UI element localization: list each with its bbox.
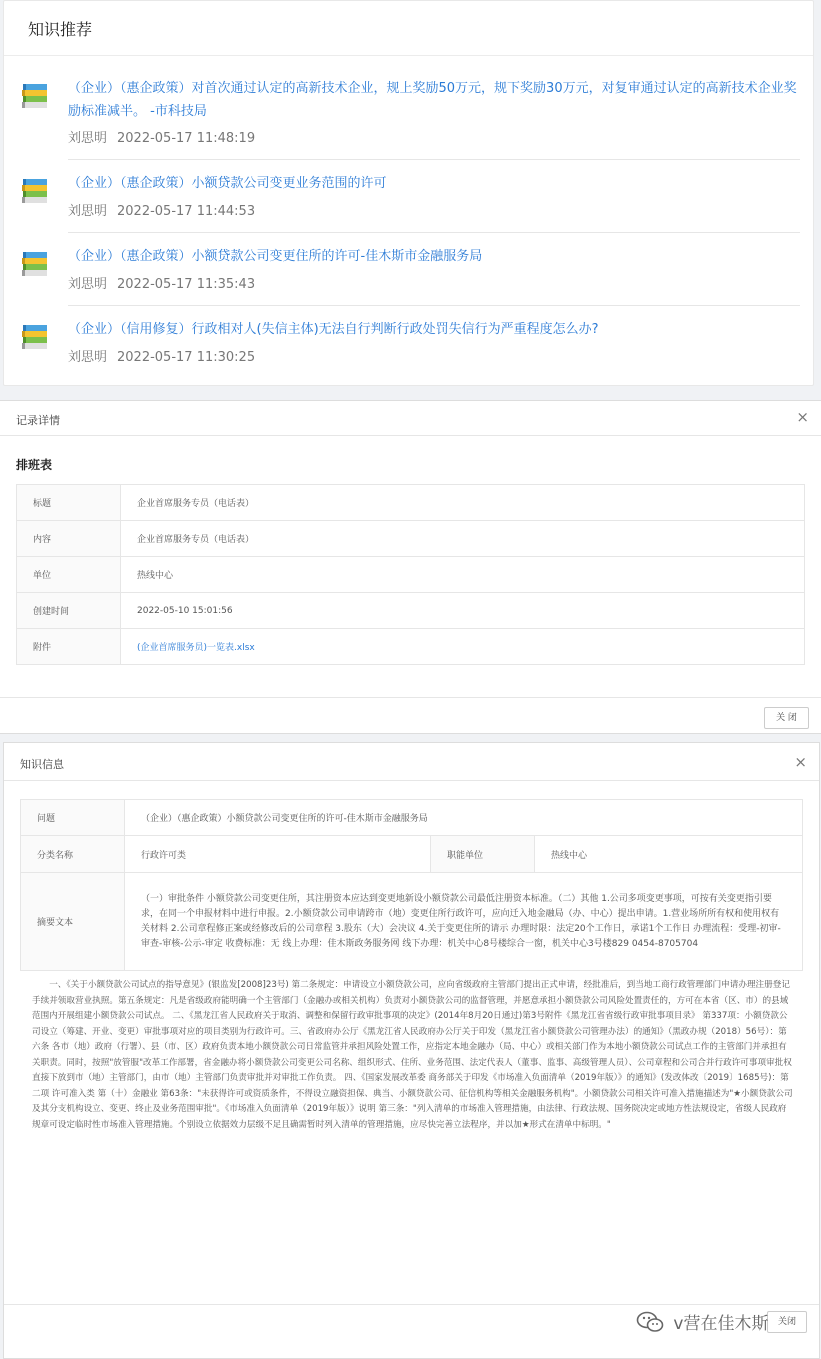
watermark-text: v营在佳木斯 — [673, 1314, 769, 1334]
knowledge-item-title-link[interactable]: （企业）（惠企政策）小额贷款公司变更住所的许可-佳木斯市金融服务局 — [68, 249, 483, 264]
divider — [68, 159, 800, 160]
author: 刘思明 — [68, 277, 108, 292]
books-icon — [20, 249, 50, 279]
record-detail-dialog — [0, 400, 821, 734]
table-row — [21, 836, 803, 873]
knowledge-recommend-title: 知识推荐 — [28, 20, 93, 39]
field-value: 热线中心 — [121, 557, 805, 593]
knowledge-recommend-panel — [3, 0, 814, 386]
books-icon — [20, 176, 50, 206]
knowledge-item-title-link[interactable]: （企业）（惠企政策）对首次通过认定的高新技术企业，规上奖励50万元，规下奖励30万元，对复审通过认定的高新技术企业奖励标准减半。 -市科技局 — [68, 81, 797, 119]
field-value: 企业首席服务专员（电话表） — [121, 521, 805, 557]
field-label: 创建时间 — [17, 593, 121, 629]
divider — [0, 435, 821, 436]
timestamp: 2022-05-17 11:35:43 — [117, 277, 256, 292]
question-label: 问题 — [21, 800, 125, 836]
field-value — [121, 629, 805, 665]
table-row — [21, 800, 803, 836]
divider — [68, 232, 800, 233]
attachment-link[interactable]: (企业首席服务员)一览表.xlsx — [137, 643, 255, 653]
knowledge-item-meta — [68, 273, 255, 292]
dialog-title: 记录详情 — [16, 414, 60, 427]
dept-label: 职能单位 — [431, 836, 535, 873]
divider — [0, 697, 821, 698]
field-label: 附件 — [17, 629, 121, 665]
table-row — [21, 873, 803, 971]
field-value: 2022-05-10 15:01:56 — [121, 593, 805, 629]
category-label: 分类名称 — [21, 836, 125, 873]
knowledge-item-title-link[interactable]: （企业）（信用修复）行政相对人(失信主体)无法自行判断行政处罚失信行为严重程度怎么办? — [68, 322, 599, 337]
knowledge-item-meta — [68, 346, 255, 365]
record-detail-table — [16, 484, 805, 665]
timestamp: 2022-05-17 11:44:53 — [117, 204, 256, 219]
section-title: 排班表 — [16, 458, 53, 472]
divider — [68, 305, 800, 306]
field-label: 内容 — [17, 521, 121, 557]
table-row — [17, 593, 805, 629]
table-row — [17, 629, 805, 665]
table-row — [17, 521, 805, 557]
wechat-icon — [636, 1310, 664, 1334]
timestamp: 2022-05-17 11:48:19 — [117, 131, 256, 146]
table-row — [17, 557, 805, 593]
knowledge-body-text: 一、《关于小额贷款公司试点的指导意见》(银监发[2008]23号) 第二条规定：申请设立小额贷款公司，应向省级政府主管部门提出正式申请，经批准后，到当地工商行政管理部门申请办理注册登记手续并领取营业执照。第五条规定：凡是省级政府能明确一个主管部门（金融办或相关机构）负责对小额贷款公司的监督管理，并愿意承担小额贷款公司风险处置责任的，方可在本省（区、市）的县域范围内开展组建小额贷款公司试点。 二、《黑龙江省人民政府关于取消、调整和保留行政审批事项的决定》(2014年8月20日通过)第3号附件《黑龙江省省级行政审批事项目录》 第337项：小额贷款公司设立（筹建、开业、变更）审批事项对应的项目类别为行政许可。三、省政府办公厅《黑龙江省人民政府办公厅关于印发（黑龙江省小额贷款公司管理办法）的通知》（黑政办规（2018）56号）：第六条 各市（地）政府（行署）、县（市、区）政府负责本地小额贷款公司日常监管并承担风险处置工作，应指定本地金融办（局、中心）或相关部门作为本地小额贷款公司试点工作的主管部门并承担有关职责。同时，按照"放管服"改革工作部署，省金融办将小额贷款公司变更公司名称、组织形式、住所、业务范围、法定代表人（董事、监事、高级管理人员）、公司章程和公司合并行政许可事项审批权直接下放到市（地）主管部门，由市（地）主管部门负责审批并对审批工作负责。 四、《国家发展改革委 商务部关于印发《市场准入负面清单（2019年版）》的通知》(发改体改〔2019〕1685号)：第二项 许可准入类 第（十）金融业 第63条："未获得许可或资质条件，不得设立融资担保、典当、小额贷款公司、征信机构等相关金融服务机构"。小额贷款公司相关许可准入措施描述为"★小额贷款公司及其分支机构设立、变更、终止及业务范围审批"。《市场准入负面清单（2019年版）》说明 第三条："列入清单的市场准入管理措施，由法律、行政法规、国务院决定或地方性法规设定，省级人民政府规章可设定临时性市场准入管理措施。个别设立依据效力层级不足且确需暂时列入清单的管理措施，应尽快完善立法程序，并以加★形式在清单中标明。" — [32, 980, 793, 1130]
close-icon[interactable]: × — [796, 408, 809, 426]
table-row — [17, 485, 805, 521]
books-icon — [20, 81, 50, 111]
knowledge-item-title-link[interactable]: （企业）（惠企政策）小额贷款公司变更业务范围的许可 — [68, 176, 387, 191]
field-label: 标题 — [17, 485, 121, 521]
divider — [4, 780, 819, 781]
knowledge-item-meta — [68, 200, 255, 219]
dialog-title: 知识信息 — [20, 758, 64, 771]
question-value: （企业）（惠企政策）小额贷款公司变更住所的许可-佳木斯市金融服务局 — [125, 800, 803, 836]
close-button[interactable]: 关 闭 — [764, 707, 809, 729]
timestamp: 2022-05-17 11:30:25 — [117, 350, 256, 365]
summary-value: （一）审批条件 小额贷款公司变更住所，其注册资本应达到变更地新设小额贷款公司最低注册资本标准。（二）其他 1.公司多项变更事项，可按有关变更指引要求，在同一个申报材料中进行申报。2.小额贷款公司申请跨市（地）变更住所行政许可，应向迁入地金融局（办、中心）提出申请。1.营业场所所有权和使用权有关材料 2.公司章程修正案或经修改后的公司章程 3.股东（大）会决议 4.关于变更住所的请示 办理时限：法定20个工作日，承诺1个工作日 办理流程：受理-初审-审查-审核-公示-审定 收费标准：无 线上办理：佳木斯政务服务网 线下办理：机关中心8号楼综合一窗，机关中心3号楼829 0454-8705704 — [125, 873, 803, 971]
knowledge-item-meta — [68, 127, 255, 146]
close-icon[interactable]: × — [794, 753, 807, 771]
divider — [4, 1304, 819, 1305]
knowledge-info-dialog — [3, 742, 820, 1359]
close-button[interactable]: 关闭 — [767, 1311, 807, 1333]
divider — [4, 55, 813, 56]
category-value: 行政许可类 — [125, 836, 431, 873]
watermark — [636, 1309, 768, 1339]
author: 刘思明 — [68, 204, 108, 219]
knowledge-info-table — [20, 799, 803, 971]
summary-label: 摘要文本 — [21, 873, 125, 971]
field-label: 单位 — [17, 557, 121, 593]
books-icon — [20, 322, 50, 352]
author: 刘思明 — [68, 350, 108, 365]
author: 刘思明 — [68, 131, 108, 146]
dept-value: 热线中心 — [535, 836, 803, 873]
field-value: 企业首席服务专员（电话表） — [121, 485, 805, 521]
